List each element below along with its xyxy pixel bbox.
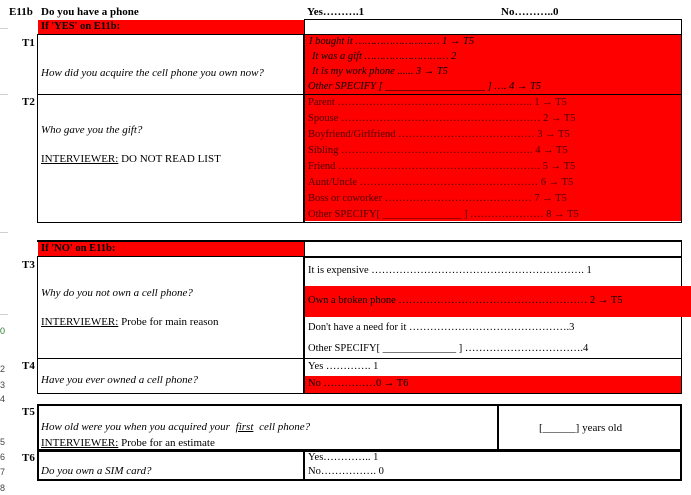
row-number: 2 bbox=[0, 364, 6, 374]
yes-section-header-blank bbox=[304, 19, 682, 35]
t4-option: No ……………0 → T6 bbox=[308, 378, 409, 389]
t2-option: Boss or coworker …………………………………… 7 → T5 bbox=[308, 193, 567, 204]
t2-option: Spouse ………………………………………………… 2 → T5 bbox=[308, 113, 576, 124]
t1-option: It is my work phone ...... 3 → T5 bbox=[312, 66, 448, 77]
e11b-code: E11b bbox=[9, 6, 33, 18]
e11b-yes-option: Yes……….1 bbox=[307, 6, 365, 18]
t2-code: T2 bbox=[22, 96, 35, 108]
t3-option: It is expensive ……………………………………………………. 1 bbox=[308, 265, 592, 276]
t6-option: Yes………….. 1 bbox=[308, 452, 379, 463]
t1-option: I bought it ……………………… 1 → T5 bbox=[309, 36, 475, 47]
yes-section-header: If 'YES' on E11b: bbox=[41, 21, 121, 32]
gridline bbox=[0, 28, 8, 29]
t3-interviewer-note bbox=[41, 316, 219, 328]
t1-option: Other SPECIFY [ ___________________ ] …. 4 → T5 bbox=[308, 81, 542, 92]
interviewer-instruction: Probe for an estimate bbox=[121, 437, 215, 449]
row-number: 4 bbox=[0, 394, 6, 404]
t1-question: How did you acquire the cell phone you own now? bbox=[41, 67, 264, 79]
t2-interviewer-note bbox=[41, 153, 221, 165]
t3-option: Don't have a need for it ……………………………………….3 bbox=[308, 322, 575, 333]
interviewer-label: INTERVIEWER: bbox=[41, 153, 119, 165]
t3-question: Why do you not own a cell phone? bbox=[41, 287, 193, 299]
t3-option: Own a broken phone ……………………………………………… 2 → T5 bbox=[308, 295, 623, 306]
row-number: 3 bbox=[0, 380, 6, 390]
t4-option: Yes …………. 1 bbox=[308, 361, 379, 372]
t6-option: No……………. 0 bbox=[308, 466, 384, 477]
t4-code: T4 bbox=[22, 360, 35, 372]
t3-option: Other SPECIFY[ ______________ ] …………………………….4 bbox=[308, 343, 589, 354]
row-number: 5 bbox=[0, 437, 6, 447]
t4-question: Have you ever owned a cell phone? bbox=[41, 374, 198, 386]
t2-option: Parent ……………………………………………….. 1 → T5 bbox=[308, 97, 567, 108]
t5-answer: [______] years old bbox=[539, 422, 623, 434]
t5-question-suffix: cell phone? bbox=[259, 421, 311, 433]
t1-code: T1 bbox=[22, 37, 35, 49]
divider bbox=[303, 450, 305, 481]
t2-option: Friend …………………………………………………. 5 → T5 bbox=[308, 161, 576, 172]
divider bbox=[303, 34, 305, 95]
gridline bbox=[0, 314, 8, 315]
gridline bbox=[0, 232, 8, 233]
t3-code: T3 bbox=[22, 259, 35, 271]
t2-option: Boyfriend/Girlfriend ………………………………… 3 → T5 bbox=[308, 129, 570, 140]
row-number: 8 bbox=[0, 483, 6, 493]
t5-question bbox=[41, 421, 310, 433]
no-section-header: If 'NO' on E11b: bbox=[41, 243, 116, 254]
t5-question-emphasis: first bbox=[235, 421, 254, 433]
interviewer-instruction: DO NOT READ LIST bbox=[121, 153, 221, 165]
t2-option: Other SPECIFY[ _______________ ] ………………… 8 → T5 bbox=[308, 209, 579, 220]
t5-code: T5 bbox=[22, 406, 35, 418]
t5-interviewer-note bbox=[41, 437, 215, 449]
row-number: 6 bbox=[0, 452, 6, 462]
t6-code: T6 bbox=[22, 452, 35, 464]
t5-question-prefix: How old were you when you acquired your bbox=[41, 421, 230, 433]
interviewer-instruction: Probe for main reason bbox=[121, 316, 219, 328]
row-number: 0 bbox=[0, 326, 6, 336]
interviewer-label: INTERVIEWER: bbox=[41, 316, 119, 328]
t2-option: Sibling ………………………………………………. 4 → T5 bbox=[308, 145, 568, 156]
gridline bbox=[0, 94, 8, 95]
t2-option: Aunt/Uncle …………………………………………… 6 → T5 bbox=[308, 177, 574, 188]
e11b-question: Do you have a phone bbox=[41, 6, 139, 18]
interviewer-label: INTERVIEWER: bbox=[41, 437, 119, 449]
t6-question: Do you own a SIM card? bbox=[41, 465, 152, 477]
divider bbox=[497, 404, 499, 451]
t1-option: It was a gift ……………………… 2 bbox=[312, 51, 457, 62]
e11b-no-option: No………..0 bbox=[501, 6, 559, 18]
t2-question: Who gave you the gift? bbox=[41, 124, 143, 136]
divider bbox=[303, 94, 305, 223]
row-number: 7 bbox=[0, 467, 6, 477]
